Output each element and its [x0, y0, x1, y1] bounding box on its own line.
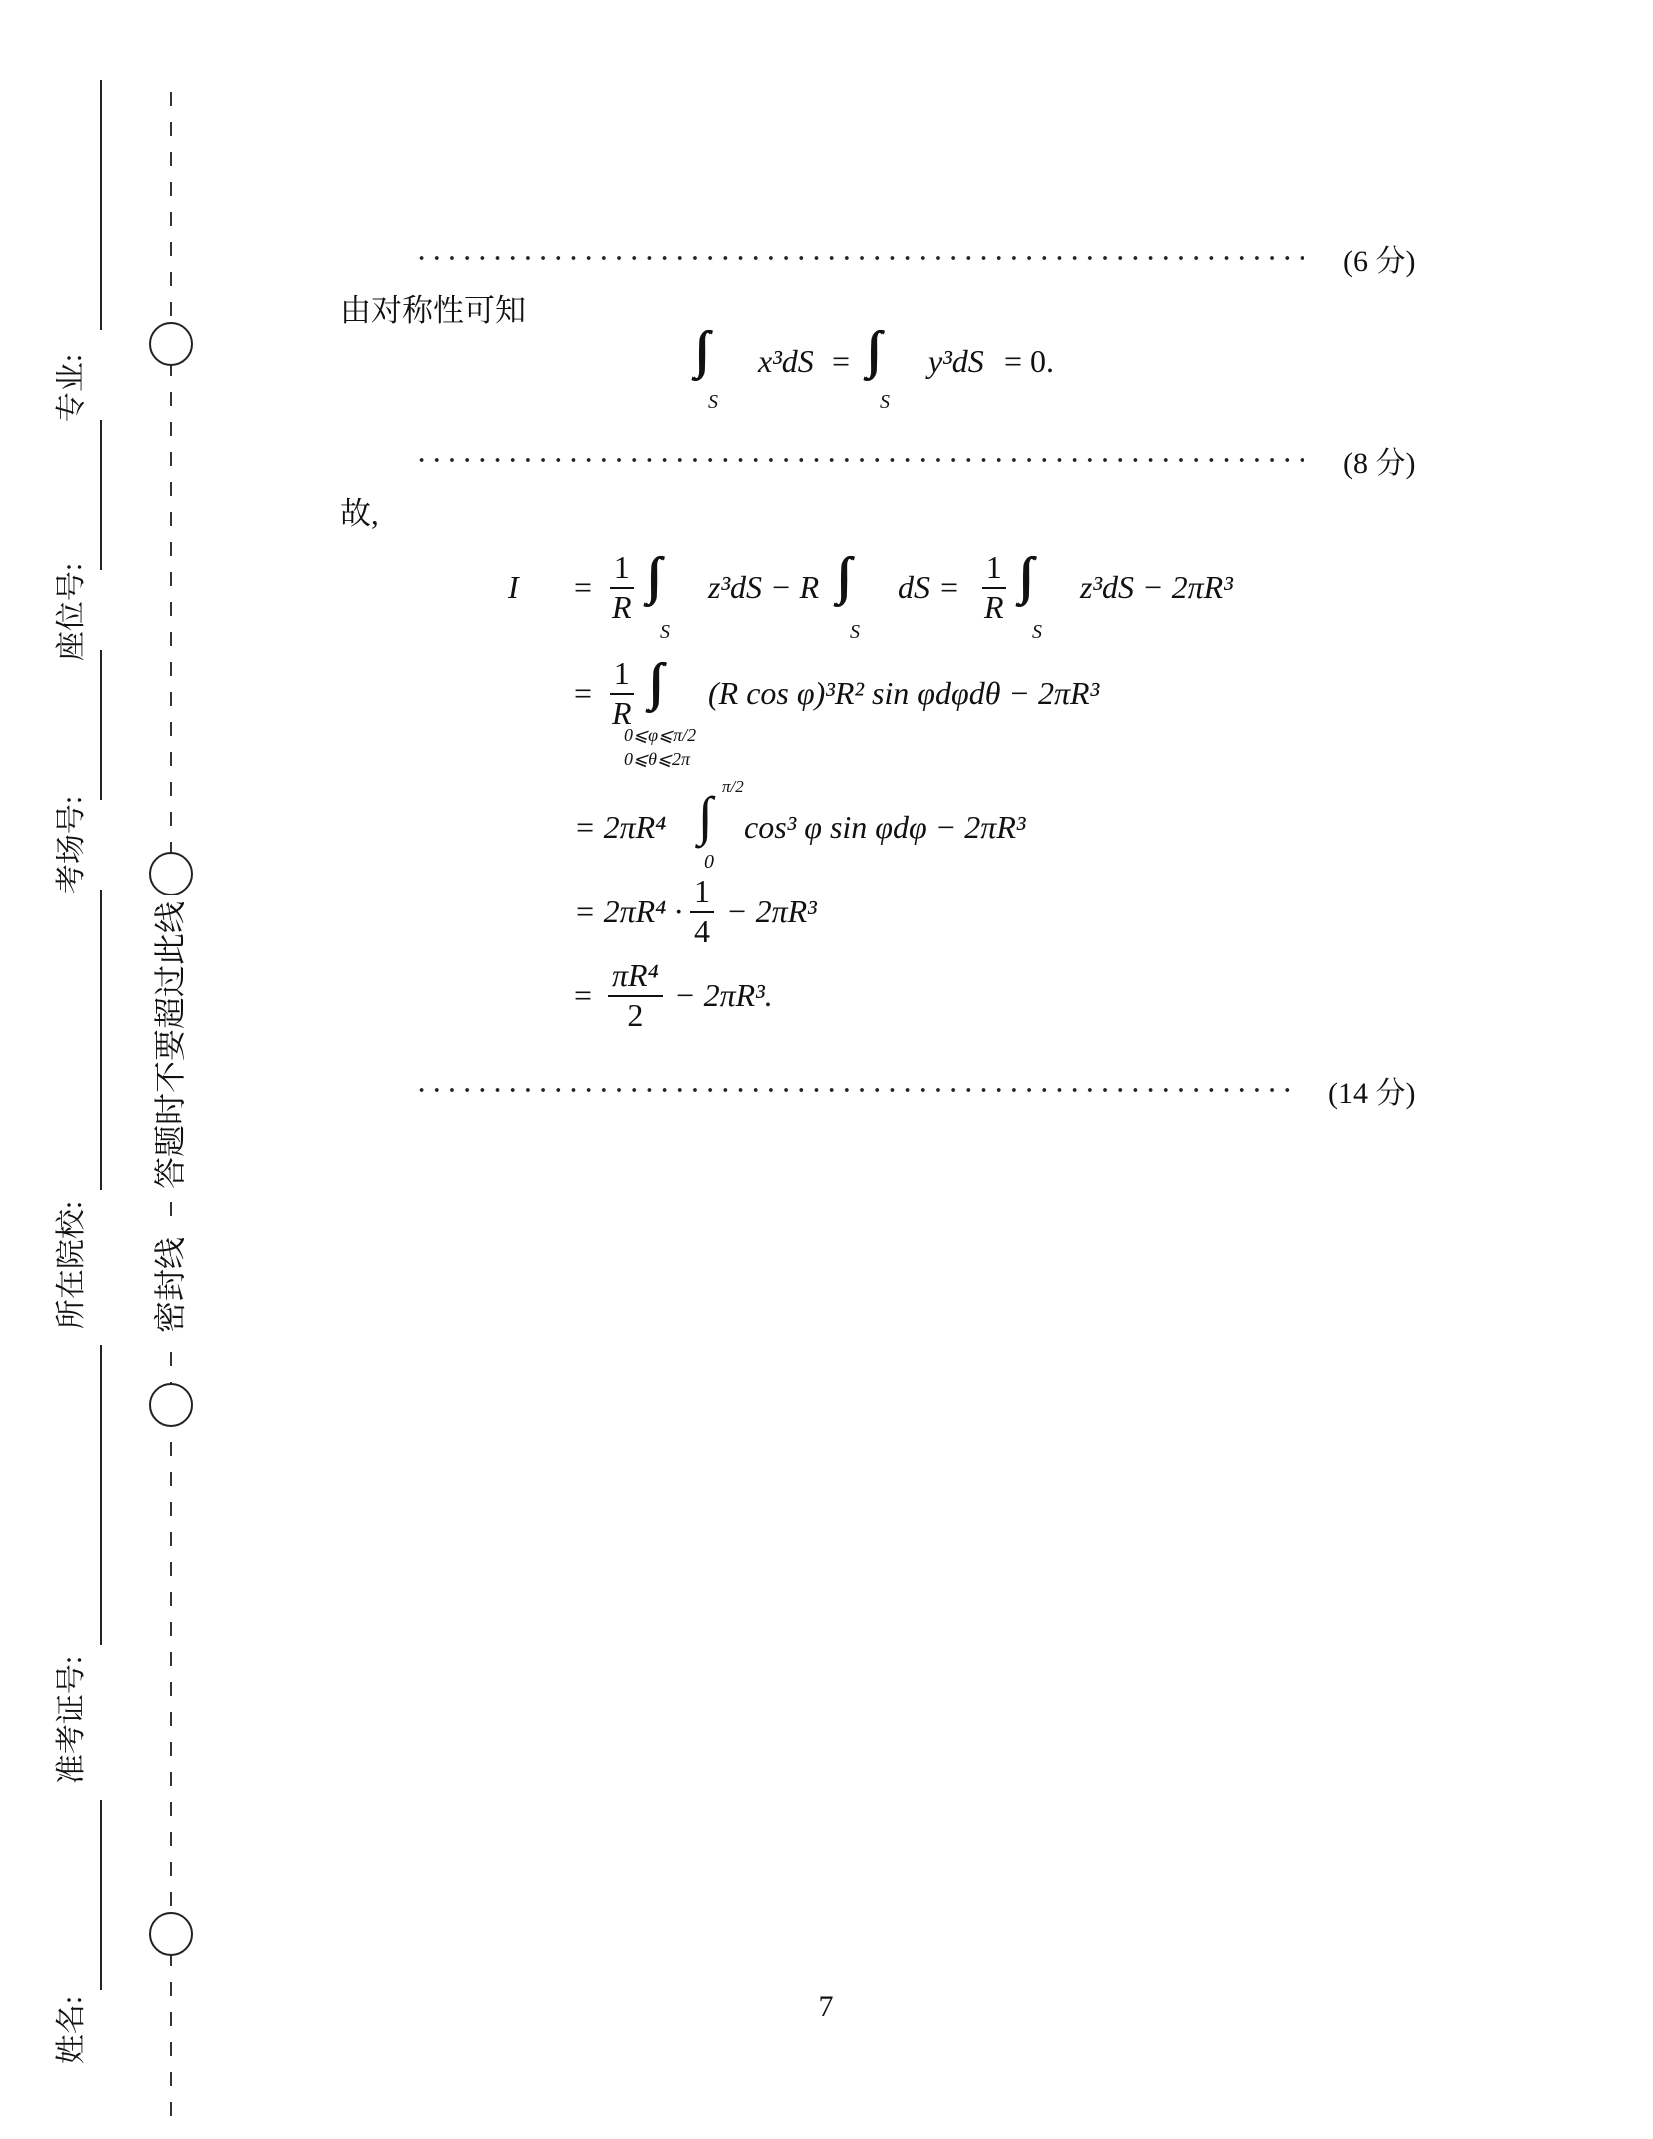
line1-part2: dS = — [898, 569, 960, 605]
field-line — [100, 650, 102, 800]
derivation: I = $\frac{1}{R}$ S z³dS − R S dS = $\frac{1}{R}$ S z³dS − 2πR³ = $\frac{1}{R}$ 0⩽φ⩽π/2 0⩽θ⩽2π (R cos φ)³R² sin φdφdθ − 2πR³ = 2πR⁴ ∫ π/2 0 cos³ φ sin φdφ − 2πR³ = 2πR⁴ · $\frac{1}{4}$ − 2πR³ = $\frac{\text{πR⁴}}{2}$ − 2πR³. — [508, 549, 1233, 1033]
line1-part1: z³dS − R — [708, 569, 820, 605]
field-label-major: 专业: — [55, 353, 88, 423]
lower-limit: 0 — [704, 851, 714, 873]
dash-segment — [170, 752, 172, 766]
line3-integrand: cos³ φ sin φdφ − 2πR³ — [744, 809, 1026, 845]
symmetry-intro: 由对称性可知 — [340, 293, 526, 328]
frac-den: R — [612, 694, 632, 731]
frac-num: 1 — [610, 551, 634, 589]
dash-segment — [170, 1562, 172, 1576]
frac-den: R — [984, 588, 1004, 625]
dash-segment — [170, 1202, 172, 1216]
score-leader-dots — [414, 256, 1304, 260]
line3-prefix: = 2πR⁴ — [574, 809, 667, 845]
field-label-name: 姓名: — [55, 1995, 88, 2065]
seal-label: 密封线 — [154, 1231, 186, 1339]
integrand: y³dS — [928, 343, 984, 379]
dash-segment — [170, 392, 172, 406]
binding-hole — [149, 1912, 193, 1956]
field-line — [100, 420, 102, 570]
page-number: 7 — [818, 1990, 834, 2023]
dash-segment — [170, 1622, 172, 1636]
dash-segment — [170, 1832, 172, 1846]
dash-segment — [170, 422, 172, 436]
score-leader-dots — [414, 458, 1304, 462]
dash-segment — [170, 302, 172, 316]
binding-hole — [149, 322, 193, 366]
dash-segment — [170, 1592, 172, 1606]
field-line — [100, 1345, 102, 1645]
dash-segment — [170, 1742, 172, 1756]
seal-warning: 答题时不要超过此线 — [154, 895, 186, 1195]
frac-num: 1 — [982, 551, 1006, 589]
dash-segment — [170, 92, 172, 106]
dash-segment — [170, 452, 172, 466]
score-14: (14 分) — [1328, 1077, 1416, 1110]
dash-segment — [170, 1772, 172, 1786]
dash-segment — [170, 182, 172, 196]
dash-segment — [170, 1652, 172, 1666]
lhs-I: I — [508, 569, 519, 605]
dash-segment — [170, 152, 172, 166]
dash-segment — [170, 1862, 172, 1876]
frac-den: 4 — [694, 912, 710, 949]
hence: 故, — [340, 496, 379, 531]
score-8: (8 分) — [1343, 447, 1416, 480]
dash-segment — [170, 2012, 172, 2026]
domain-phi: 0⩽φ⩽π/2 — [624, 725, 697, 745]
field-label-room: 考场号: — [55, 795, 88, 895]
dash-segment — [170, 2072, 172, 2086]
symmetry-equation: S x³dS = S y³dS = 0. — [708, 343, 1055, 413]
dash-segment — [170, 2102, 172, 2116]
binding-hole — [149, 852, 193, 896]
integrand: x³dS — [758, 343, 814, 379]
field-line — [100, 80, 102, 330]
frac-num: 1 — [610, 657, 634, 695]
line1-part3: z³dS − 2πR³ — [1080, 569, 1233, 605]
score-leader-dots — [414, 1088, 1294, 1092]
line5-suffix: − 2πR³. — [674, 977, 773, 1013]
dash-segment — [170, 572, 172, 586]
dash-segment — [170, 2042, 172, 2056]
dash-segment — [170, 782, 172, 796]
dash-segment — [170, 1982, 172, 1996]
field-label-seat: 座位号: — [55, 562, 88, 662]
line4-suffix: − 2πR³ — [726, 893, 817, 929]
frac-den: R — [612, 588, 632, 625]
line4-prefix: = 2πR⁴ · — [574, 893, 683, 929]
dash-segment — [170, 542, 172, 556]
dash-segment — [170, 212, 172, 226]
field-line — [100, 890, 102, 1190]
dash-segment — [170, 1682, 172, 1696]
frac-den: 2 — [627, 996, 644, 1033]
field-label-ticket: 准考证号: — [55, 1655, 88, 1785]
dash-segment — [170, 1472, 172, 1486]
dash-segment — [170, 662, 172, 676]
score-6: (6 分) — [1343, 245, 1416, 278]
result: = 0. — [1004, 343, 1055, 379]
dash-segment — [170, 1352, 172, 1366]
binding-hole — [149, 1383, 193, 1427]
dash-segment — [170, 1502, 172, 1516]
dash-segment — [170, 632, 172, 646]
field-line — [100, 1800, 102, 1990]
dash-segment — [170, 482, 172, 496]
frac-num: πR⁴ — [608, 959, 663, 997]
dash-segment — [170, 272, 172, 286]
dash-segment — [170, 812, 172, 826]
dash-segment — [170, 242, 172, 256]
domain-theta: 0⩽θ⩽2π — [624, 749, 691, 769]
integral-domain: S — [880, 391, 890, 413]
dash-segment — [170, 602, 172, 616]
dash-segment — [170, 512, 172, 526]
dash-segment — [170, 1802, 172, 1816]
upper-limit: π/2 — [722, 777, 744, 796]
dash-segment — [170, 1712, 172, 1726]
line2-integrand: (R cos φ)³R² sin φdφdθ − 2πR³ — [708, 675, 1100, 711]
dash-segment — [170, 1892, 172, 1906]
dash-segment — [170, 122, 172, 136]
field-label-school: 所在院校: — [55, 1200, 88, 1330]
integral-domain: S — [708, 391, 718, 413]
frac-num: 1 — [690, 875, 714, 913]
dash-segment — [170, 1532, 172, 1546]
dash-segment — [170, 722, 172, 736]
dash-segment — [170, 692, 172, 706]
dash-segment — [170, 1442, 172, 1456]
